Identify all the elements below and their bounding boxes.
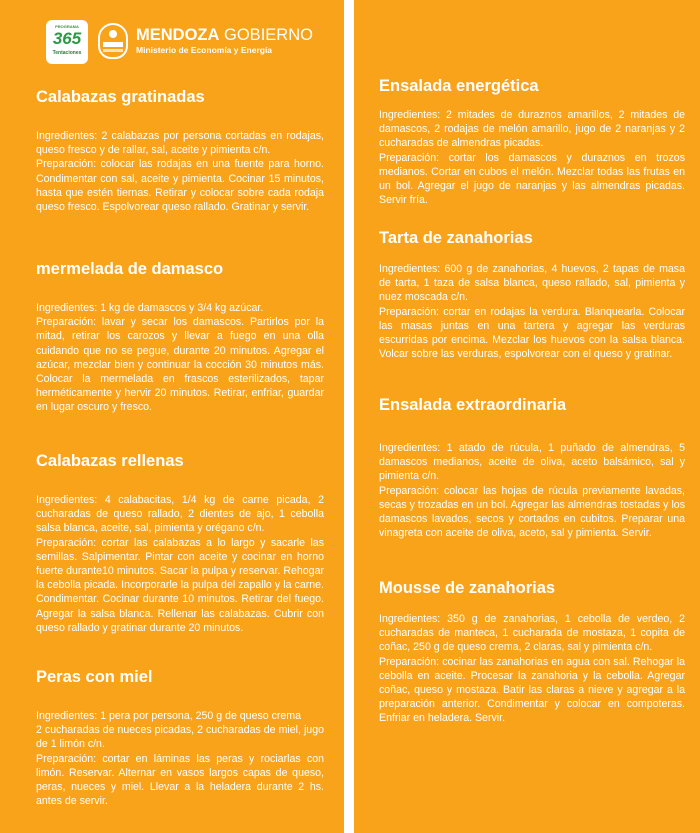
program-365-logo: PROGRAMA 365 Tentaciones [46,20,88,64]
recipe-title: Peras con miel [36,668,153,686]
brand-title: MENDOZA GOBIERNO [136,26,313,44]
recipe-ensalada-extraordinaria [379,395,685,540]
brand [136,26,313,55]
recipe-preparation: Preparación: lavar y secar los damascos. Partirlos por la mitad, retirar los carozos y llevar a fuego en una olla cuidando que no se pegue, durante 20 minutos. Agregar el azúcar, mezclar bien y continuar la cocción 30 minutos más. Colocar la mermelada en frascos esterilizados, tapar herméticamente y hervir 20 minutos. Retirar, enfriar, guardar en lugar oscuro y fresco. [36,316,324,414]
recipe-title: Tarta de zanahorias [379,229,533,247]
recipe-preparation: Preparación: cortar los damascos y duraznos en trozos medianos. Cortar en cubos el melón. Mezclar todas las frutas en un bol. Agregar el jugo de naranjas y las almendras picadas. Servir fría. [379,151,685,207]
recipe-ingredients: Ingredientes: 2 calabazas por persona cortadas en rodajas, queso fresco y de rallar, sal, aceite y pimienta c/n. [36,130,324,157]
recipe-title: Ensalada energética [379,77,539,95]
ministry-name: Ministerio de Economía y Energía [136,45,273,55]
recipe-ingredients: Ingredientes: 4 calabacitas, 1/4 kg de carne picada, 2 cucharadas de queso rallado, 2 dientes de ajo, 1 cebolla salsa blanca, aceite, sal, pimienta y orégano c/n. [36,494,324,535]
recipe-ingredients: Ingredientes: 600 g de zanahorias, 4 huevos, 2 tapas de masa de tarta, 1 taza de salsa blanca, queso rallado, sal, pimienta y nuez moscada c/n. [379,263,685,304]
recipe-preparation: Preparación: cortar las calabazas a lo largo y sacarle las semillas. Salpimentar. Pintar con aceite y cocinar en horno fuerte durante10 minutos. Sacar la pulpa y reservar. Rehogar la cebolla picada. Incorporarle la pulpa del zapallo y la carne. Condimentar. Cocinar durante 10 minutos. Retirar del fuego. Agregar la salsa blanca. Rellenar las calabazas. Cubrir con queso rallado y gratinar durante 20 minutos. [36,536,324,634]
recipe-title: Calabazas gratinadas [36,88,205,106]
recipe-preparation: Preparación: cortar en rodajas la verdura. Blanquearla. Colocar las masas juntas en una tartera y agregar las verduras escurridas por encima. Mezclar los huevos con la salsa blanca. Volcar sobre las verduras, espolvorear con el queso y gratinar. [379,305,685,361]
recipe-ensalada-energetica [379,76,685,207]
column-divider [344,0,354,833]
recipe-ingredients: Ingredientes: 1 kg de damascos y 3/4 kg azúcar. [36,302,264,314]
recipe-preparation: Preparación: colocar las hojas de rúcula previamente lavadas, secas y trozadas en un bol. Agregar las almendras tostadas y los damascos lavados, secos y cortados en cubitos. Preparar una vinagreta con aceite de oliva, aceto, sal y pimienta. Servir. [379,484,685,540]
recipe-mermelada-de-damasco [36,259,324,415]
recipe-title: mermelada de damasco [36,260,224,278]
recipe-title: Ensalada extraordinaria [379,396,567,414]
recipe-ingredients: Ingredientes: 1 atado de rúcula, 1 puñado de almendras, 5 damascos medianos, aceite de oliva, aceto balsámico, sal y pimienta c/n. [379,442,685,483]
recipe-ingredients: Ingredientes: 1 pera por persona, 250 g de queso crema 2 cucharadas de nueces picadas, 2 cucharadas de miel, jugo de 1 limón c/n. [36,710,324,751]
recipe-calabazas-gratinadas [36,87,324,214]
recipe-ingredients: Ingredientes: 350 g de zanahorias, 1 cebolla de verdeo, 2 cucharadas de manteca, 1 cucharada de mostaza, 1 copita de coñac, 250 g de queso crema, 2 claras, sal y pimienta c/n. [379,613,685,654]
recipe-preparation: Preparación: colocar las rodajas en una fuente para horno. Condimentar con sal, aceite y pimienta. Cocinar 15 minutos, hasta que estén tiernas. Retirar y colocar sobre cada rodaja queso fresco. Espolvorear queso rallado. Gratinar y servir. [36,158,324,214]
recipe-title: Calabazas rellenas [36,452,184,470]
recipe-preparation: Preparación: cocinar las zanahorias en agua con sal. Rehogar la cebolla en aceite. Procesar la zanahoria y la cebolla. Agregar coñac, queso y mostaza. Batir las claras a nieve y agregar a la preparación anterior. Condimentar y colocar en compoteras. Enfriar en heladera. Servir. [379,655,685,725]
logo-number: 365 [52,29,82,48]
recipe-peras-con-miel [36,667,324,808]
recipe-preparation: Preparación: cortar en láminas las peras y rociarlas con limón. Reservar. Alternar en vasos largos capas de queso, peras, nueces y miel. Llevar a la heladera durante 2 hs. antes de servir. [36,752,324,808]
recipe-calabazas-rellenas [36,451,324,635]
recipe-mousse-de-zanahorias [379,578,685,726]
recipe-ingredients: Ingredientes: 2 mitades de duraznos amarillos, 2 mitades de damascos, 2 rodajas de melón amarillo, jugo de 2 naranjas y 2 cucharadas de almendras picadas. [379,109,685,150]
mendoza-seal-icon [98,23,128,59]
header [46,20,346,70]
recipe-tarta-de-zanahorias [379,228,685,361]
recipe-title: Mousse de zanahorias [379,579,556,597]
